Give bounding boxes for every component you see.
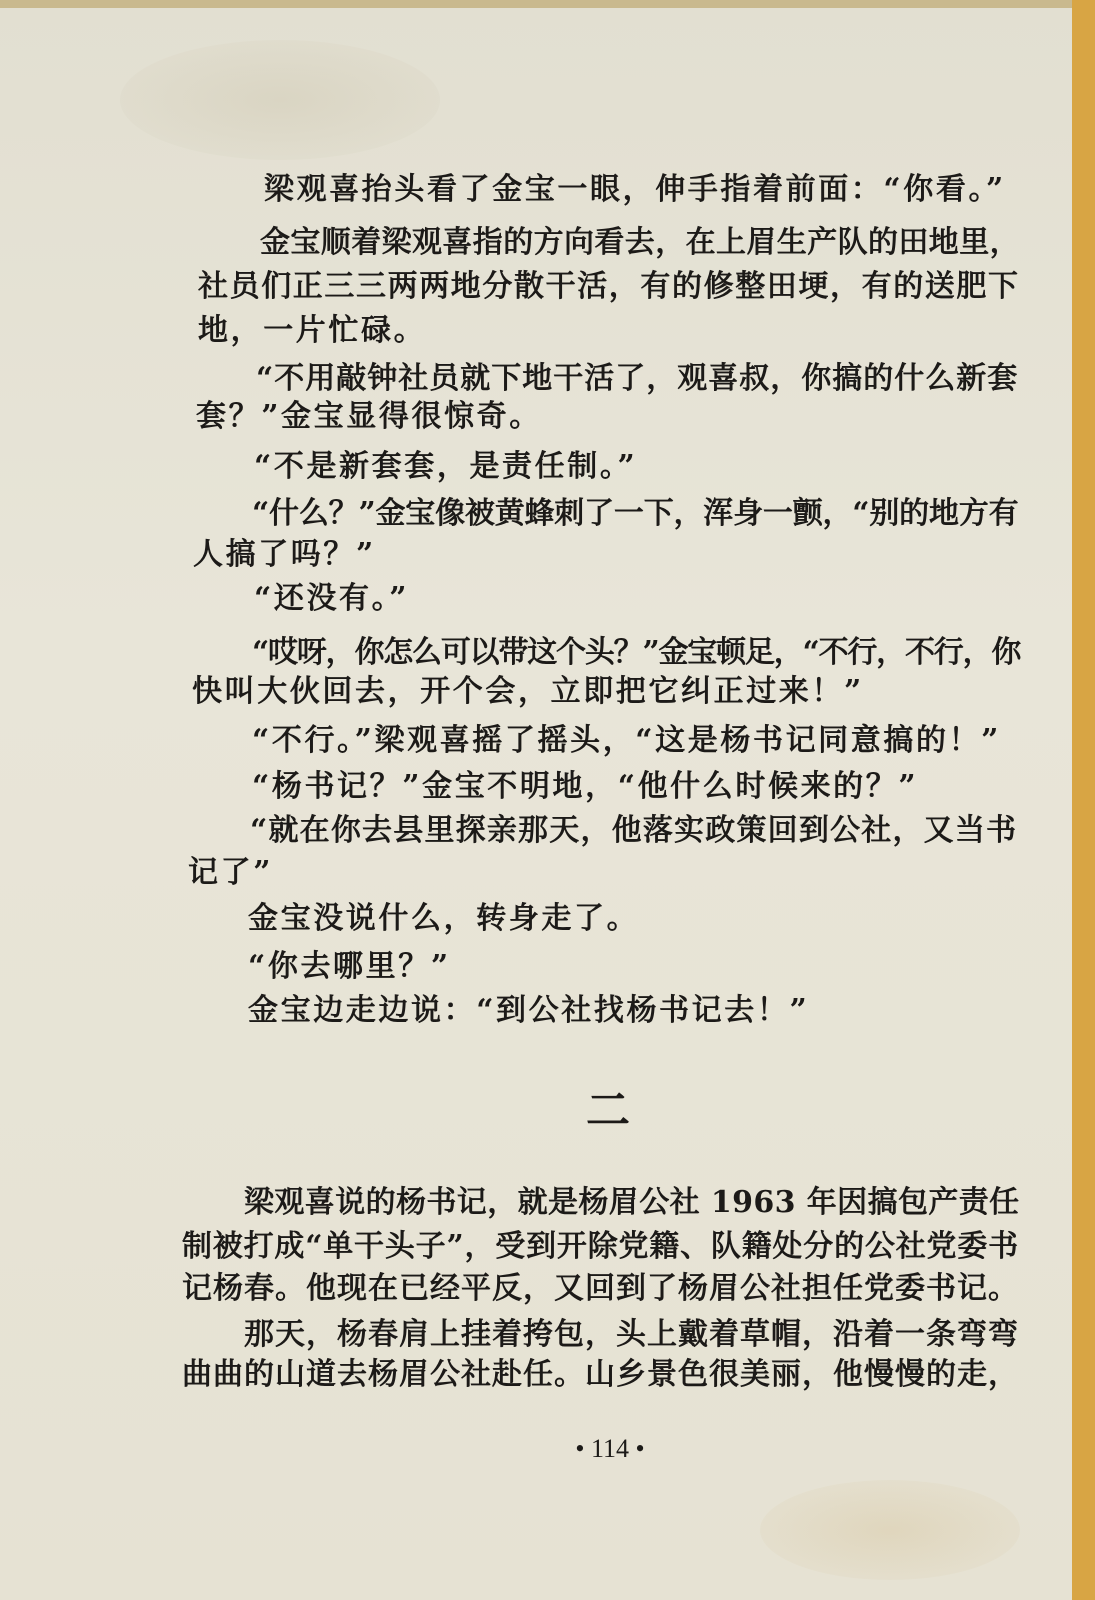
text-line: “不行。”梁观喜摇了摇头，“这是杨书记同意搞的！” — [252, 723, 1002, 758]
text-line: 地，一片忙碌。 — [198, 313, 427, 348]
text-line: 记杨春。他现在已经平反，又回到了杨眉公社担任党委书记。 — [182, 1271, 1019, 1306]
text-line: “哎呀，你怎么可以带这个头？”金宝顿足，“不行，不行，你 — [252, 635, 1021, 670]
text-line: 记了” — [188, 855, 274, 890]
text-line: “杨书记？”金宝不明地，“他什么时候来的？” — [252, 769, 919, 804]
text-line: “不用敲钟社员就下地干活了，观喜叔，你搞的什么新套 — [256, 361, 1019, 396]
text-line: “就在你去县里探亲那天，他落实政策回到公社，又当书 — [250, 813, 1018, 848]
section-heading: 二 — [586, 1085, 630, 1136]
text-line: “不是新套套，是责任制。” — [254, 449, 638, 484]
text-line: 人搞了吗？” — [193, 537, 376, 572]
page-top-strip — [0, 0, 1072, 8]
text-line: “你去哪里？” — [248, 949, 451, 984]
paper-stain — [760, 1480, 1020, 1580]
text-line: 金宝边走边说：“到公社找杨书记去！” — [248, 993, 810, 1028]
page-number: • 114 • — [575, 1434, 645, 1463]
text-line: 快叫大伙回去，开个会，立即把它纠正过来！” — [192, 674, 864, 709]
text-line: 金宝顺着梁观喜指的方向看去，在上眉生产队的田地里， — [260, 225, 1020, 260]
text-line: 那天，杨春肩上挂着挎包，头上戴着草帽，沿着一条弯弯 — [244, 1317, 1019, 1352]
text-line: 金宝没说什么，转身走了。 — [248, 901, 640, 936]
text-line: 梁观喜抬头看了金宝一眼，伸手指着前面：“你看。” — [264, 172, 1006, 207]
text-line: “还没有。” — [254, 581, 410, 616]
text-line: 社员们正三三两两地分散干活，有的修整田埂，有的送肥下 — [198, 269, 1020, 304]
paper-stain — [120, 40, 440, 160]
text-line: 梁观喜说的杨书记，就是杨眉公社 1963 年因搞包产责任 — [244, 1185, 1020, 1220]
text-line: 制被打成“单干头子”，受到开除党籍、队籍处分的公社党委书 — [182, 1229, 1019, 1264]
text-line: 套？”金宝显得很惊奇。 — [196, 399, 542, 434]
text-line: 曲曲的山道去杨眉公社赴任。山乡景色很美丽，他慢慢的走， — [182, 1357, 1019, 1392]
page-edge — [1072, 0, 1095, 1600]
text-line: “什么？”金宝像被黄蜂刺了一下，浑身一颤，“别的地方有 — [252, 496, 1019, 531]
